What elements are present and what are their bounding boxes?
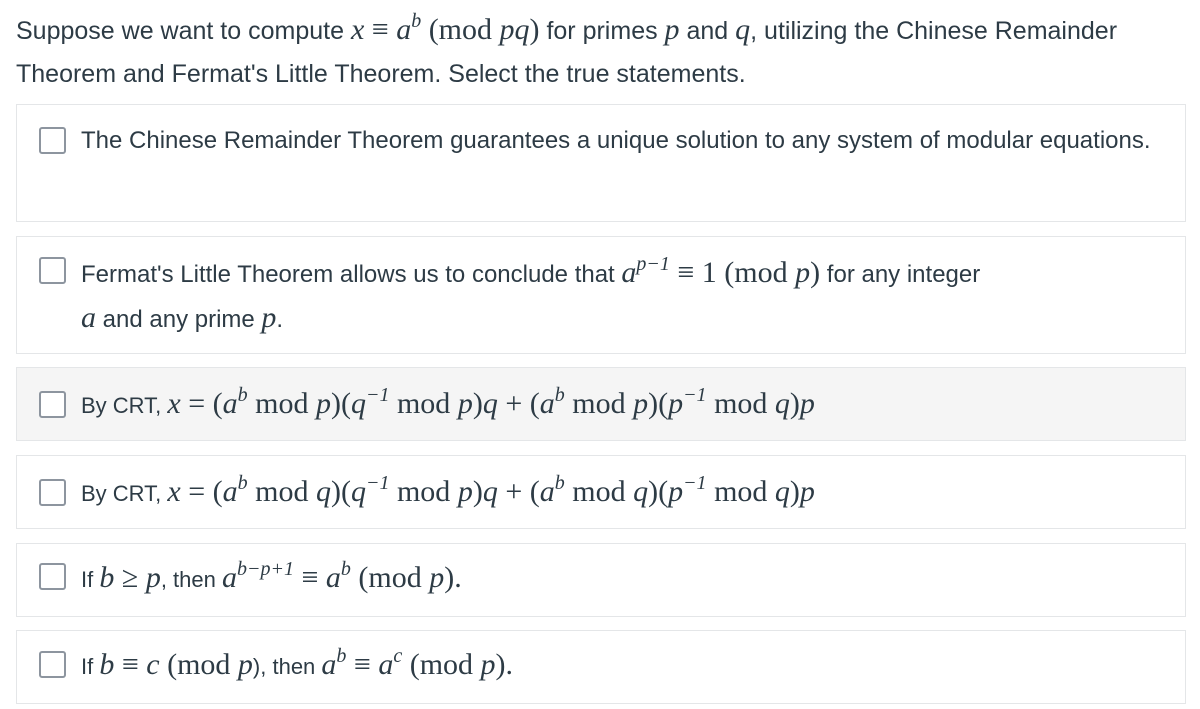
math-symbol: (mod (402, 648, 481, 681)
math-symbol: mod (247, 475, 316, 508)
math-var: p (668, 475, 684, 508)
math-var: q (735, 13, 751, 46)
math-symbol: ≡ (364, 13, 397, 46)
answer-option[interactable] (16, 630, 1186, 704)
math-var: p (799, 387, 815, 420)
math-var: p (795, 256, 811, 289)
math-var: pq (499, 13, 530, 46)
option-text: ), then (252, 654, 322, 679)
math-symbol: ) (472, 475, 483, 508)
math-var: q (633, 475, 649, 508)
math-symbol: = ( (180, 475, 223, 508)
math-symbol: ). (495, 648, 514, 681)
math-symbol: ≡ (346, 648, 379, 681)
math-symbol: )( (330, 475, 351, 508)
option-text: for any integer (820, 261, 981, 288)
math-exponent: b (340, 558, 351, 580)
option-text: and any prime (96, 306, 262, 333)
math-var: a (378, 648, 394, 681)
math-symbol: ) (789, 387, 800, 420)
math-var: a (221, 561, 237, 594)
answer-option[interactable] (16, 455, 1186, 529)
option-text: . (276, 306, 284, 333)
option-text: , then (160, 567, 222, 592)
math-var: a (81, 301, 96, 334)
question-text: and (679, 17, 736, 45)
math-symbol: ) (810, 256, 821, 289)
math-var: q (482, 475, 498, 508)
math-symbol: (mod (350, 561, 430, 594)
math-var: p (261, 301, 277, 334)
math-var: q (482, 387, 498, 420)
math-exponent: c (393, 645, 403, 667)
math-var: a (222, 387, 238, 420)
math-var: x (350, 13, 365, 46)
math-var: q (350, 387, 366, 420)
option-label (81, 382, 1165, 427)
math-var: p (799, 475, 815, 508)
math-var: p (145, 561, 161, 594)
option-label (81, 470, 1165, 515)
option-text: By CRT, (81, 481, 168, 506)
question-text: for primes (539, 17, 665, 45)
math-symbol: )( (648, 387, 669, 420)
math-symbol: ≥ (114, 561, 146, 594)
checkbox[interactable] (39, 563, 66, 590)
answer-option[interactable] (16, 367, 1186, 441)
checkbox[interactable] (39, 391, 66, 418)
checkbox[interactable] (39, 127, 66, 154)
answer-option[interactable] (16, 236, 1186, 354)
math-var: q (774, 475, 790, 508)
math-symbol: )( (648, 475, 669, 508)
math-symbol: mod (706, 475, 775, 508)
math-exponent: −1 (365, 384, 390, 406)
math-exponent: b (237, 384, 248, 406)
math-var: p (664, 13, 680, 46)
math-symbol: ) (472, 387, 483, 420)
math-var: p (237, 648, 253, 681)
math-symbol: mod (247, 387, 316, 420)
math-var: a (321, 648, 337, 681)
math-var: p (457, 475, 473, 508)
math-exponent: b (411, 10, 422, 32)
question-text: , utilizing the Chinese Remainder Theorem and Fermat's Little Theorem. Select the true statements. (16, 17, 1118, 88)
checkbox[interactable] (39, 257, 66, 284)
checkbox[interactable] (39, 479, 66, 506)
math-var: p (315, 387, 331, 420)
math-var: q (315, 475, 331, 508)
math-symbol: )( (330, 387, 351, 420)
math-exponent: b−p+1 (236, 558, 294, 580)
math-var: a (222, 475, 238, 508)
math-var: p (633, 387, 649, 420)
math-exponent: b (554, 384, 565, 406)
math-var: b (99, 561, 115, 594)
option-label: The Chinese Remainder Theorem guarantees a unique solution to any system of modular equations. (81, 127, 1151, 154)
math-symbol: ) (789, 475, 800, 508)
option-label (81, 251, 1165, 341)
math-symbol: (mod (159, 648, 238, 681)
math-exponent: b (554, 472, 565, 494)
math-exponent: p−1 (636, 253, 670, 275)
math-exponent: −1 (683, 472, 707, 494)
math-var: p (668, 387, 684, 420)
math-exponent: −1 (365, 472, 390, 494)
math-var: p (429, 561, 445, 594)
math-symbol: ). (444, 561, 462, 594)
math-symbol: mod (389, 387, 458, 420)
answer-option[interactable] (16, 104, 1186, 222)
math-symbol: ) (529, 13, 540, 46)
math-var: x (167, 475, 181, 508)
option-label (81, 643, 1165, 688)
math-var: b (99, 648, 115, 681)
math-var: a (396, 13, 412, 46)
math-symbol: mod (706, 387, 775, 420)
question-text: Suppose we want to compute (16, 17, 351, 45)
math-symbol: ≡ (293, 561, 326, 594)
option-text: Fermat's Little Theorem allows us to conclude that (81, 261, 622, 288)
math-exponent: b (237, 472, 248, 494)
math-var: a (539, 475, 555, 508)
math-symbol: mod (564, 387, 634, 420)
math-var: x (167, 387, 181, 420)
question-prompt (16, 8, 1186, 96)
math-symbol: + ( (497, 387, 540, 420)
math-exponent: −1 (683, 384, 707, 406)
math-var: a (325, 561, 341, 594)
option-text: By CRT, (81, 393, 168, 418)
math-exponent: b (336, 645, 347, 667)
math-symbol: ≡ 1 (mod (669, 256, 796, 289)
math-var: a (621, 256, 637, 289)
math-var: c (146, 648, 160, 681)
math-var: p (457, 387, 473, 420)
math-symbol: = ( (180, 387, 223, 420)
checkbox[interactable] (39, 651, 66, 678)
math-symbol: (mod (421, 13, 500, 46)
math-var: q (774, 387, 790, 420)
math-var: a (539, 387, 555, 420)
math-symbol: mod (564, 475, 634, 508)
math-symbol: ≡ (114, 648, 147, 681)
option-text: If (81, 567, 100, 592)
math-var: q (350, 475, 366, 508)
math-symbol: mod (389, 475, 458, 508)
math-var: p (480, 648, 496, 681)
math-symbol: + ( (497, 475, 540, 508)
answer-option[interactable] (16, 543, 1186, 617)
option-text: If (81, 654, 100, 679)
option-label (81, 556, 1165, 601)
